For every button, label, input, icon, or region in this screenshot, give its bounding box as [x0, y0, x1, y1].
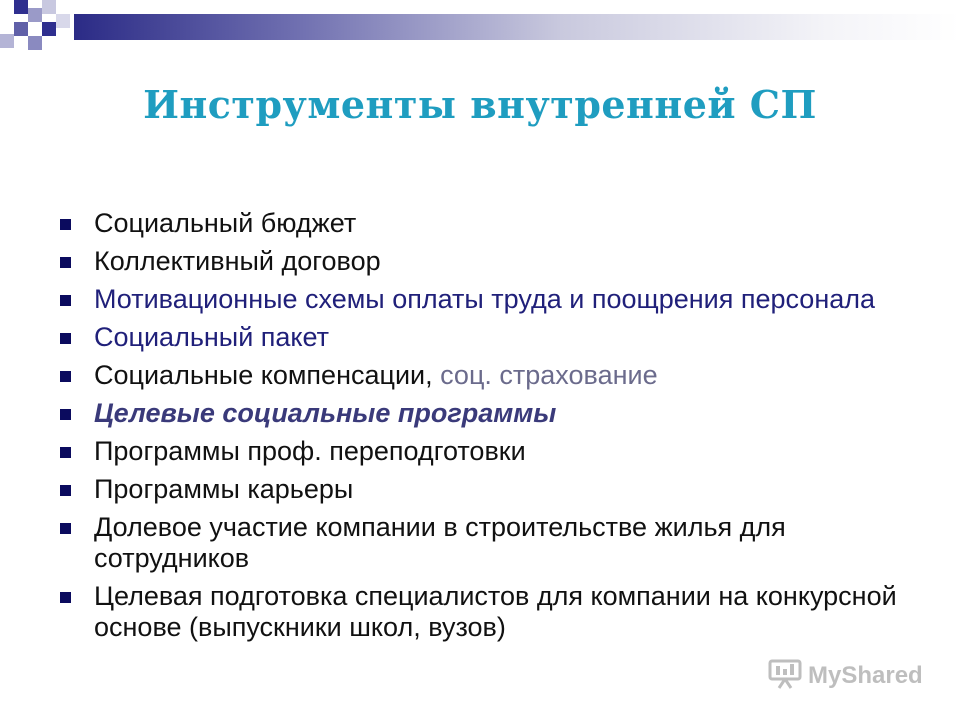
bullet-square-icon — [60, 523, 71, 534]
list-item-text: Коллективный договор — [94, 246, 381, 276]
list-item — [58, 246, 938, 277]
deco-square — [42, 0, 56, 14]
list-item — [58, 398, 938, 429]
deco-square — [42, 22, 56, 36]
list-item-text: Программы проф. переподготовки — [94, 436, 526, 466]
list-item — [58, 436, 938, 467]
bullet-square-icon — [60, 257, 71, 268]
bullet-square-icon — [60, 219, 71, 230]
deco-square — [0, 34, 14, 48]
list-item — [58, 512, 938, 574]
deco-square — [56, 14, 70, 28]
list-item-text: Программы карьеры — [94, 474, 354, 504]
bullet-square-icon — [60, 485, 71, 496]
header-gradient-bar — [74, 14, 960, 40]
bullet-square-icon — [60, 592, 71, 603]
header-decoration — [0, 0, 960, 60]
list-item-text: Социальные компенсации, — [94, 360, 433, 390]
list-item — [58, 284, 938, 315]
list-item-extra-text: соц. страхование — [432, 360, 658, 390]
bullet-list — [58, 208, 938, 650]
bullet-square-icon — [60, 447, 71, 458]
deco-square — [28, 8, 42, 22]
watermark — [768, 656, 923, 696]
deco-square — [14, 0, 28, 14]
list-item-text: Социальный бюджет — [94, 208, 357, 238]
list-item — [58, 360, 938, 391]
watermark-text: MyShared — [808, 662, 923, 689]
list-item — [58, 322, 938, 353]
projector-screen-icon — [768, 659, 802, 694]
deco-square — [28, 36, 42, 50]
list-item-text: Целевая подготовка специалистов для компании на конкурсной основе (выпускники школ, вузов) — [94, 581, 897, 642]
list-item-text: Целевые социальные программы — [94, 398, 557, 428]
list-item — [58, 581, 938, 643]
slide-title: Инструменты внутренней СП — [143, 82, 817, 127]
list-item-text: Социальный пакет — [94, 322, 330, 352]
bullet-square-icon — [60, 295, 71, 306]
bullet-square-icon — [60, 333, 71, 344]
bullet-square-icon — [60, 371, 71, 382]
list-item-text: Мотивационные схемы оплаты труда и поощрения персонала — [94, 284, 876, 314]
list-item — [58, 474, 938, 505]
list-item — [58, 208, 938, 239]
bullet-square-icon — [60, 409, 71, 420]
deco-square — [14, 22, 28, 36]
list-item-text: Долевое участие компании в строительстве жилья для сотрудников — [94, 512, 786, 573]
